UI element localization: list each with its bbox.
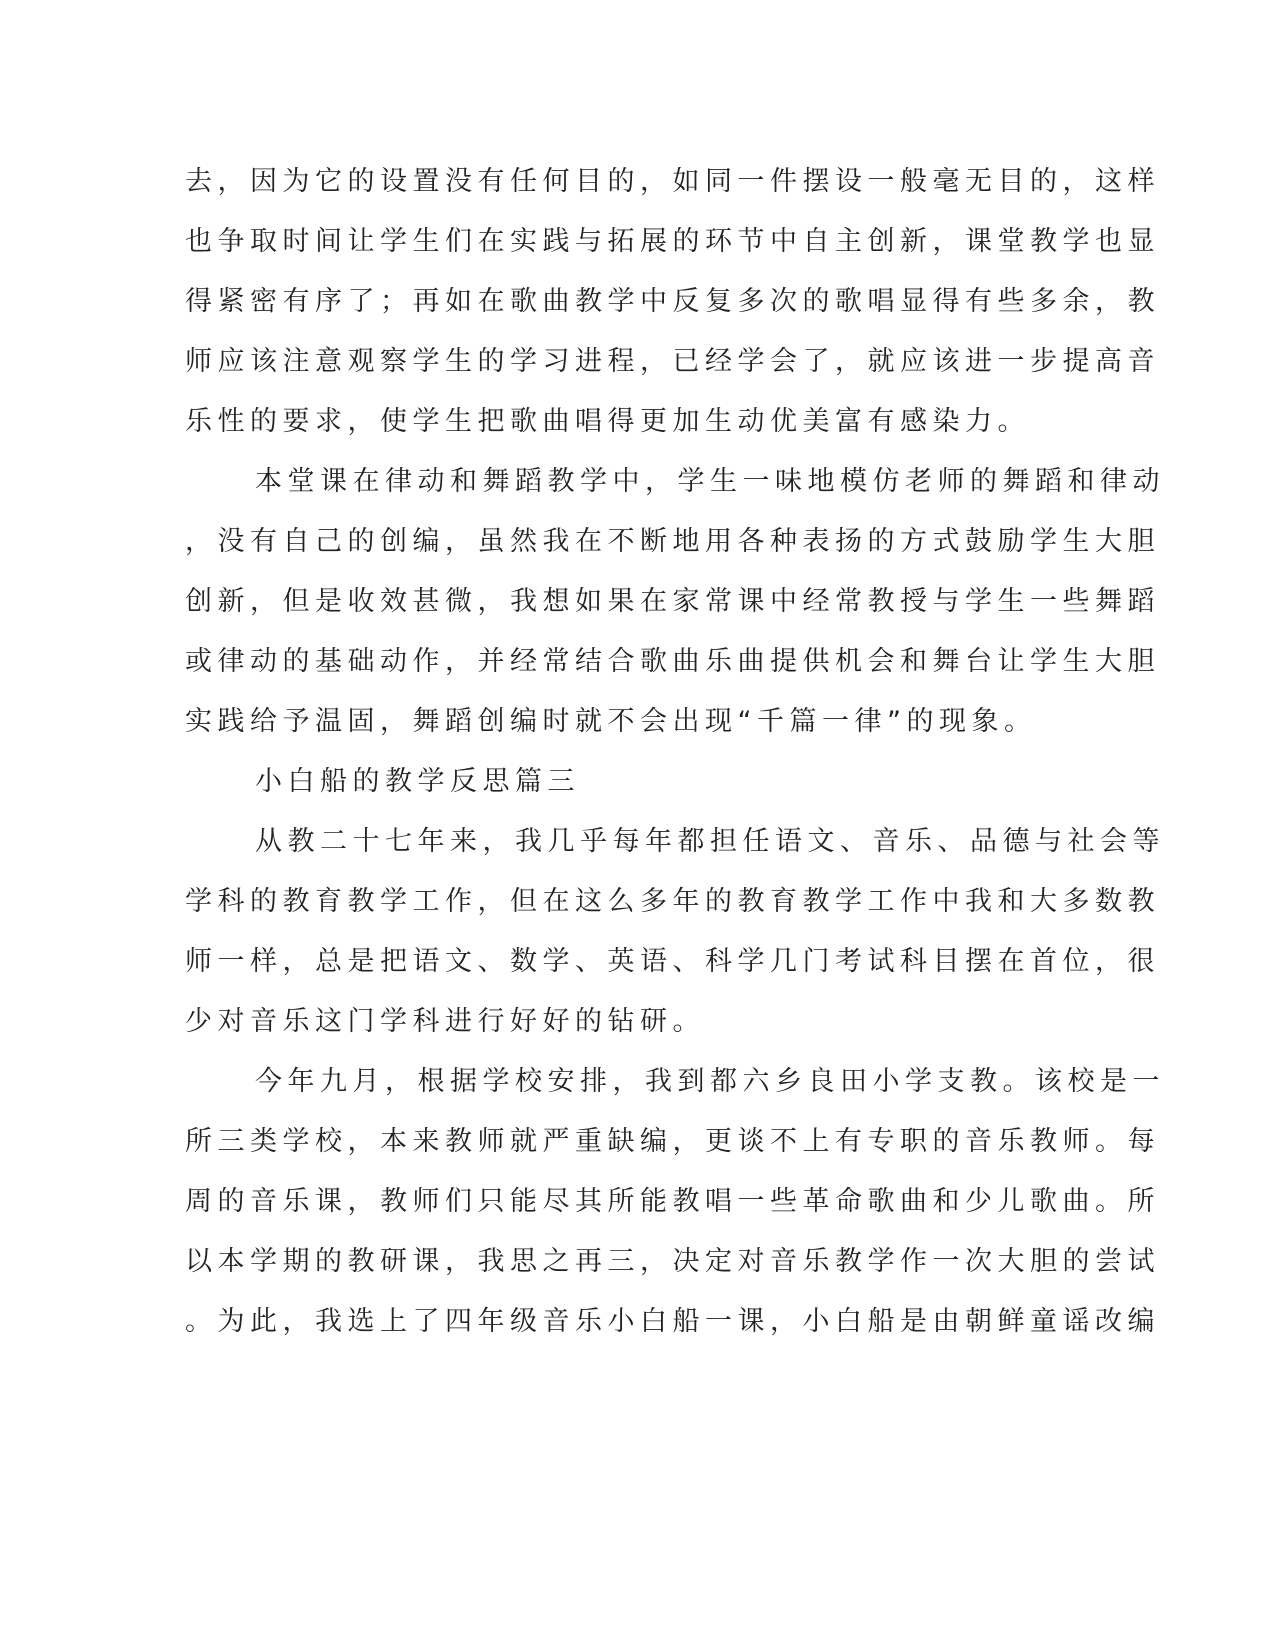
section-heading: 小白船的教学反思篇三 — [255, 766, 580, 797]
text-line: 少对音乐这门学科进行好好的钻研。 — [185, 1006, 705, 1037]
text-line: 以本学期的教研课，我思之再三，决定对音乐教学作一次大胆的尝试 — [185, 1246, 1160, 1277]
text-line: 所三类学校，本来教师就严重缺编，更谈不上有专职的音乐教师。每 — [185, 1126, 1160, 1157]
paragraph-start-line: 今年九月，根据学校安排，我到都六乡良田小学支教。该校是一 — [255, 1066, 1165, 1097]
paragraph-start-line: 从教二十七年来，我几乎每年都担任语文、音乐、品德与社会等 — [255, 826, 1165, 857]
text-line: 得紧密有序了；再如在歌曲教学中反复多次的歌唱显得有些多余，教 — [185, 286, 1160, 317]
text-line: 师应该注意观察学生的学习进程，已经学会了，就应该进一步提高音 — [185, 346, 1160, 377]
text-line: ，没有自己的创编，虽然我在不断地用各种表扬的方式鼓励学生大胆 — [185, 526, 1160, 557]
text-line: 师一样，总是把语文、数学、英语、科学几门考试科目摆在首位，很 — [185, 946, 1160, 977]
text-line: 或律动的基础动作，并经常结合歌曲乐曲提供机会和舞台让学生大胆 — [185, 646, 1160, 677]
paragraph-start-line: 本堂课在律动和舞蹈教学中，学生一味地模仿老师的舞蹈和律动 — [255, 466, 1165, 497]
body-text — [185, 160, 1165, 1360]
text-line: 。为此，我选上了四年级音乐小白船一课，小白船是由朝鲜童谣改编 — [185, 1306, 1160, 1337]
text-line: 创新，但是收效甚微，我想如果在家常课中经常教授与学生一些舞蹈 — [185, 586, 1160, 617]
text-line: 学科的教育教学工作，但在这么多年的教育教学工作中我和大多数教 — [185, 886, 1160, 917]
text-line: 周的音乐课，教师们只能尽其所能教唱一些革命歌曲和少儿歌曲。所 — [185, 1186, 1160, 1217]
text-line: 实践给予温固，舞蹈创编时就不会出现“千篇一律”的现象。 — [185, 706, 1037, 737]
text-line: 去，因为它的设置没有任何目的，如同一件摆设一般毫无目的，这样 — [185, 166, 1160, 197]
text-line: 也争取时间让学生们在实践与拓展的环节中自主创新，课堂教学也显 — [185, 226, 1160, 257]
text-line: 乐性的要求，使学生把歌曲唱得更加生动优美富有感染力。 — [185, 406, 1030, 437]
